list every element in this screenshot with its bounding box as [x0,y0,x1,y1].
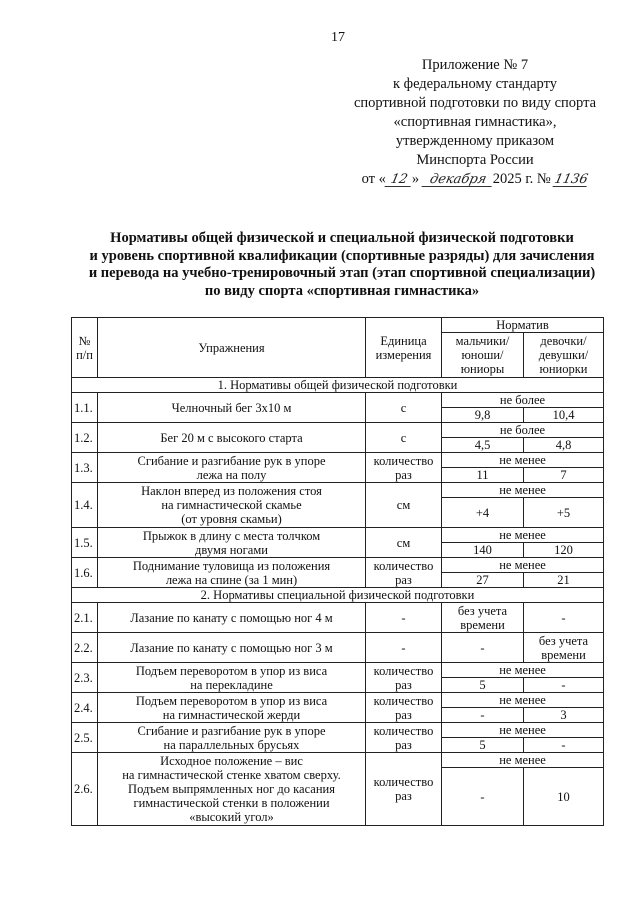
unit-cell: количество раз [366,558,442,588]
unit-cell: - [366,633,442,663]
boys-value: 5 [442,678,524,693]
unit-cell: - [366,603,442,633]
girls-value: 21 [524,573,604,588]
row-number: 2.5. [72,723,98,753]
boys-value: - [442,768,524,826]
header-row [72,318,604,333]
table-row [72,393,604,408]
exercise-cell: Лазание по канату с помощью ног 3 м [98,633,366,663]
row-number: 1.2. [72,423,98,453]
girls-value: 3 [524,708,604,723]
section-row [72,588,604,603]
qualifier-cell: не менее [442,723,604,738]
year-text: 2025 г. № [492,171,551,187]
row-number: 2.6. [72,753,98,826]
boys-value: +4 [442,498,524,528]
exercise-cell: Бег 20 м с высокого старта [98,423,366,453]
header-girls: девочки/ девушки/ юниорки [524,333,604,378]
title-line: и уровень спортивной квалификации (спортивные разряды) для зачисления [89,247,595,264]
annex-line: Приложение № 7 [421,57,529,73]
girls-value: - [524,738,604,753]
boys-value: - [442,708,524,723]
section-title: 2. Нормативы специальной физической подготовки [72,588,604,603]
header-boys: мальчики/ юноши/ юниоры [442,333,524,378]
qualifier-cell: не более [442,393,604,408]
handwritten-month: декабря [421,173,494,187]
girls-value: - [524,603,604,633]
table-row [72,633,604,663]
table-row [72,483,604,498]
girls-value: 10 [524,768,604,826]
qualifier-cell: не более [442,423,604,438]
exercise-cell: Сгибание и разгибание рук в упоре на параллельных брусьях [98,723,366,753]
handwritten-order-number: 1136 [553,172,590,187]
section-row [72,378,604,393]
qualifier-cell: не менее [442,483,604,498]
header-exercise: Упражнения [98,318,366,378]
row-number: 2.4. [72,693,98,723]
table-row [72,603,604,633]
exercise-cell: Челночный бег 3х10 м [98,393,366,423]
table-row [72,693,604,708]
qualifier-cell: не менее [442,693,604,708]
girls-value: +5 [524,498,604,528]
unit-cell: с [366,423,442,453]
exercise-cell: Подъем переворотом в упор из виса на перекладине [98,663,366,693]
qualifier-cell: не менее [442,558,604,573]
norms-table [71,317,604,826]
table-row [72,558,604,573]
girls-value: 120 [524,543,604,558]
document-title [62,230,622,300]
unit-cell: см [366,483,442,528]
exercise-cell: Поднимание туловища из положения лежа на спине (за 1 мин) [98,558,366,588]
qualifier-cell: не менее [442,453,604,468]
unit-cell: количество раз [366,453,442,483]
annex-line: «спортивная гимнастика», [393,114,557,130]
row-number: 1.1. [72,393,98,423]
girls-value: 10,4 [524,408,604,423]
exercise-cell: Лазание по канату с помощью ног 4 м [98,603,366,633]
section-title: 1. Нормативы общей физической подготовки [72,378,604,393]
girls-value: - [524,678,604,693]
exercise-cell: Подъем переворотом в упор из виса на гимнастической жерди [98,693,366,723]
exercise-cell: Сгибание и разгибание рук в упоре лежа на полу [98,453,366,483]
boys-value: 4,5 [442,438,524,453]
qualifier-cell: не менее [442,528,604,543]
header-num: № п/п [72,318,98,378]
handwritten-day: 12 [384,173,413,187]
annex-line: Минспорта России [416,152,534,168]
unit-cell: количество раз [366,753,442,826]
unit-cell: количество раз [366,693,442,723]
table-row [72,423,604,438]
boys-value: без учета времени [442,603,524,633]
boys-value: 5 [442,738,524,753]
girls-value: 4,8 [524,438,604,453]
row-number: 1.3. [72,453,98,483]
exercise-cell: Наклон вперед из положения стоя на гимнастической скамье (от уровня скамьи) [98,483,366,528]
girls-value: 7 [524,468,604,483]
annex-header [340,56,610,189]
page-number: 17 [331,30,345,45]
row-number: 2.3. [72,663,98,693]
title-line: Нормативы общей физической и специальной физической подготовки [110,230,574,246]
row-number: 2.1. [72,603,98,633]
table-row [72,453,604,468]
boys-value: - [442,633,524,663]
boys-value: 9,8 [442,408,524,423]
annex-line: к федеральному стандарту [393,76,557,92]
order-date-line [340,170,610,189]
title-line: и перевода на учебно-тренировочный этап (этап спортивной специализации) [88,265,596,281]
row-number: 1.4. [72,483,98,528]
date-prefix: от « [361,171,386,187]
row-number: 1.5. [72,528,98,558]
table-row [72,663,604,678]
title-line: по виду спорта «спортивная гимнастика» [204,282,480,299]
exercise-cell: Прыжок в длину с места толчком двумя ногами [98,528,366,558]
row-number: 2.2. [72,633,98,663]
boys-value: 27 [442,573,524,588]
table-row [72,753,604,768]
girls-value: без учета времени [524,633,604,663]
unit-cell: количество раз [366,723,442,753]
table-row [72,528,604,543]
annex-line: утвержденному приказом [395,133,555,149]
unit-cell: с [366,393,442,423]
header-norm: Норматив [442,318,604,333]
exercise-cell: Исходное положение – вис на гимнастической стенке хватом сверху. Подъем выпрямленных ног до касания гимнастической стенки в положении «высокий угол» [98,753,366,826]
qualifier-cell: не менее [442,753,604,768]
boys-value: 11 [442,468,524,483]
unit-cell: количество раз [366,663,442,693]
annex-line: спортивной подготовки по виду спорта [353,95,597,111]
unit-cell: см [366,528,442,558]
date-close: » [411,171,420,187]
boys-value: 140 [442,543,524,558]
row-number: 1.6. [72,558,98,588]
header-unit: Единица измерения [366,318,442,378]
qualifier-cell: не менее [442,663,604,678]
table-row [72,723,604,738]
